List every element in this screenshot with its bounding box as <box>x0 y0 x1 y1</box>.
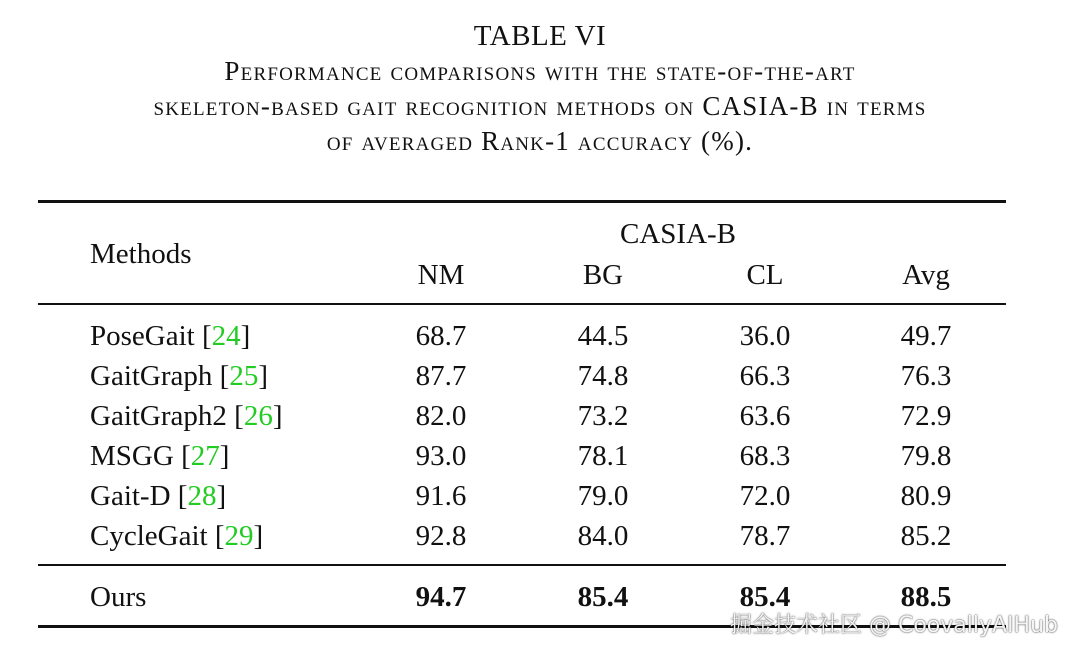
citation-link[interactable]: 29 <box>224 520 254 552</box>
citation-link[interactable]: 24 <box>211 320 241 352</box>
table-cell-bg: 74.8 <box>577 360 629 392</box>
table-caption-line-1: Performance comparisons with the state-of-the-art <box>224 56 856 86</box>
method-name: PoseGait <box>90 320 195 352</box>
table-row-method: Gait-D [28] <box>90 480 227 512</box>
casia-b-group-header: CASIA-B <box>620 218 737 250</box>
ours-cell-cl: 85.4 <box>739 581 791 613</box>
table-cell-bg: 44.5 <box>577 320 629 352</box>
table-cell-cl: 36.0 <box>739 320 791 352</box>
table-cell-nm: 92.8 <box>415 520 467 552</box>
method-name: Gait-D <box>90 480 171 512</box>
method-name: CycleGait <box>90 520 208 552</box>
table-cell-bg: 84.0 <box>577 520 629 552</box>
header-rule <box>38 303 1006 305</box>
table-cell-bg: 79.0 <box>577 480 629 512</box>
table-caption-line-3: of averaged Rank-1 accuracy (%). <box>326 126 754 156</box>
table-cell-nm: 91.6 <box>415 480 467 512</box>
method-name: GaitGraph2 <box>90 400 227 432</box>
watermark: 掘金技术社区 @ CoovallyAIHub <box>729 613 1058 638</box>
table-cell-nm: 93.0 <box>415 440 467 472</box>
column-header-avg: Avg <box>902 259 950 291</box>
table-cell-cl: 72.0 <box>739 480 791 512</box>
ours-cell-avg: 88.5 <box>900 581 952 613</box>
table-cell-nm: 68.7 <box>415 320 467 352</box>
table-cell-avg: 49.7 <box>900 320 952 352</box>
column-header-nm: NM <box>417 259 465 291</box>
table-row-method: GaitGraph2 [26] <box>90 400 283 432</box>
table-cell-nm: 87.7 <box>415 360 467 392</box>
column-header-cl: CL <box>746 259 784 291</box>
table-cell-avg: 79.8 <box>900 440 952 472</box>
table-cell-cl: 78.7 <box>739 520 791 552</box>
table-cell-cl: 66.3 <box>739 360 791 392</box>
table-cell-bg: 73.2 <box>577 400 629 432</box>
citation-link[interactable]: 28 <box>187 480 217 512</box>
citation-link[interactable]: 26 <box>243 400 273 432</box>
table-row-method: PoseGait [24] <box>90 320 251 352</box>
ours-cell-bg: 85.4 <box>577 581 629 613</box>
table-cell-bg: 78.1 <box>577 440 629 472</box>
method-name: GaitGraph <box>90 360 213 392</box>
citation-link[interactable]: 27 <box>190 440 220 472</box>
table-top-rule <box>38 200 1006 203</box>
citation-link[interactable]: 25 <box>229 360 259 392</box>
table-label: TABLE VI <box>473 20 607 52</box>
table-cell-cl: 63.6 <box>739 400 791 432</box>
table-cell-avg: 85.2 <box>900 520 952 552</box>
table-row-method: MSGG [27] <box>90 440 230 472</box>
table-row-method: CycleGait [29] <box>90 520 264 552</box>
table-cell-nm: 82.0 <box>415 400 467 432</box>
table-row-method: GaitGraph [25] <box>90 360 268 392</box>
method-name: MSGG <box>90 440 174 472</box>
table-caption-line-2: skeleton-based gait recognition methods on CASIA-B in terms <box>153 91 927 121</box>
table-cell-avg: 76.3 <box>900 360 952 392</box>
ours-cell-nm: 94.7 <box>415 581 467 613</box>
column-header-bg: BG <box>582 259 624 291</box>
table-cell-avg: 72.9 <box>900 400 952 432</box>
table-cell-avg: 80.9 <box>900 480 952 512</box>
methods-header: Methods <box>90 238 192 270</box>
ours-method-name: Ours <box>90 581 147 613</box>
ours-separator-rule <box>38 564 1006 566</box>
table-cell-cl: 68.3 <box>739 440 791 472</box>
